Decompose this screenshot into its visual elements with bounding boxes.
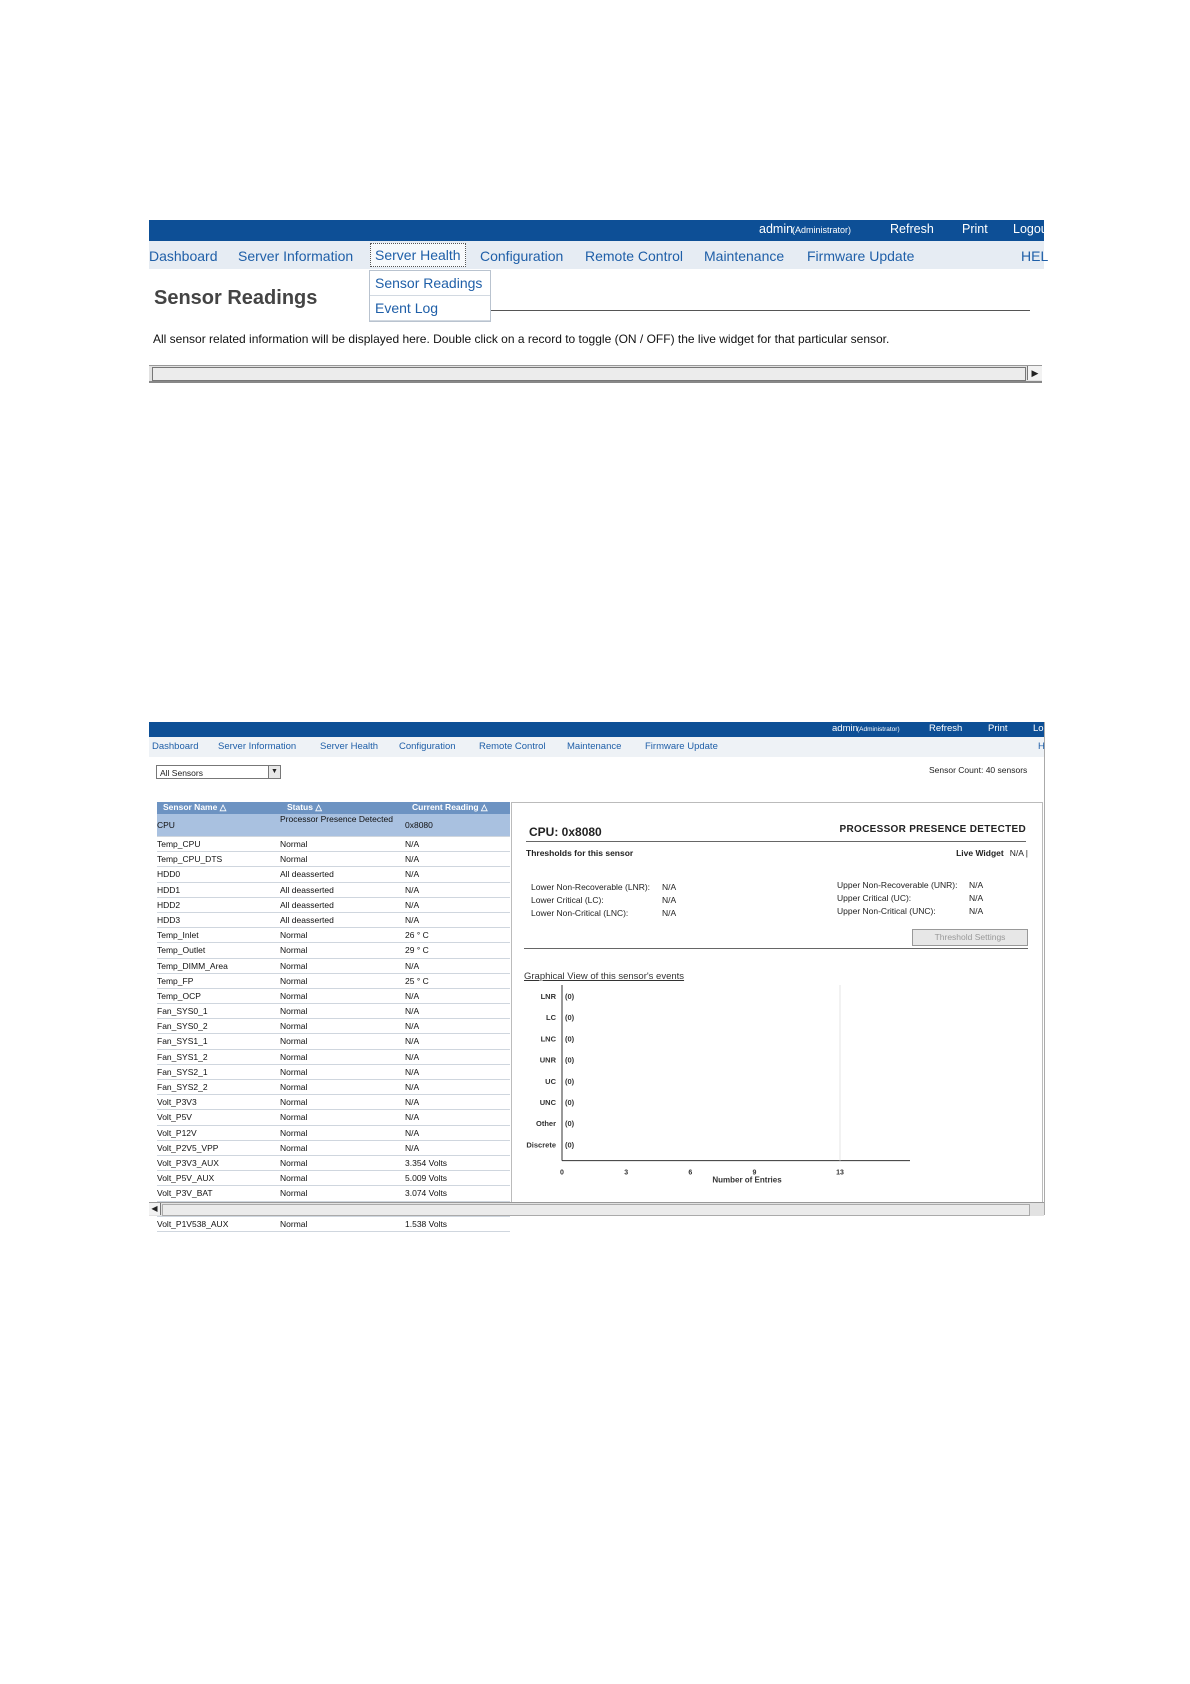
col-sensor-name-label: Sensor Name [163,802,218,812]
cell-sensor-name: Volt_P5V [157,1112,192,1123]
chart-value-label: (0) [565,992,575,1001]
user-role: (Administrator) [792,225,852,235]
cell-reading: N/A [405,1066,420,1077]
cell-status: Processor Presence Detected [280,814,393,824]
cell-sensor-name: Volt_P1V538_AUX [157,1218,229,1229]
cell-reading: N/A [405,960,420,971]
cell-reading: 3.354 Volts [405,1157,448,1168]
cell-sensor-name: HDD0 [157,869,181,880]
chart-x-axis-title: Number of Entries [712,1175,782,1185]
cell-reading: 5.009 Volts [405,1173,448,1184]
table-row[interactable] [157,867,510,882]
cell-status: Normal [280,1021,308,1032]
cell-status: Normal [280,1051,308,1062]
table-row[interactable] [157,1171,510,1186]
table-row[interactable] [157,1110,510,1125]
chart-category-label: Discrete [526,1140,556,1150]
cell-status: Normal [280,839,308,849]
cell-sensor-name: Fan_SYS2_1 [157,1066,208,1077]
chart-value-label: (0) [565,1055,575,1065]
chart-x-tick-label: 9 [752,1169,757,1177]
cell-reading: 26 ° C [405,930,429,941]
cell-sensor-name: Temp_CPU [157,839,201,849]
cell-status: Normal [280,1112,308,1123]
server-health-dropdown [369,270,491,322]
chart-value-label: (0) [565,1013,575,1023]
chart-x-tick-label: 0 [560,1169,564,1177]
chart-value-label: (0) [565,1034,575,1044]
table-row[interactable] [157,989,510,1004]
scrollbar-thumb[interactable] [152,367,1026,381]
chart-value-label: (0) [565,1098,575,1107]
cell-reading: 29 ° C [405,945,429,956]
chart-x-tick-label: 6 [688,1169,693,1177]
logout-link[interactable]: Logou [1013,222,1048,236]
sensor-detail-title: CPU: 0x8080 [529,825,602,839]
sensor-filter-select[interactable] [156,765,281,779]
sensor-filter-value: All Sensors [160,768,203,778]
nav-remote-control[interactable]: Remote Control [479,741,546,752]
cell-sensor-name: Volt_P3V_BAT [157,1188,213,1199]
lnc-label: Lower Non-Critical (LNC): [531,908,629,918]
scroll-left-arrow-icon[interactable]: ◀ [149,1203,161,1215]
nav-help[interactable]: HEL [1021,248,1049,264]
user-name: admin [759,222,794,236]
cell-status: Normal [280,1036,308,1047]
unr-value: N/A [969,880,984,890]
scroll-right-arrow-icon[interactable]: ▶ [1027,366,1042,380]
cell-sensor-name: Fan_SYS0_2 [157,1021,208,1032]
table-row[interactable] [157,1034,510,1049]
nav-dashboard[interactable]: Dashboard [152,741,199,752]
table-row[interactable] [157,959,510,974]
cell-sensor-name: Temp_DIMM_Area [157,960,228,971]
unc-value: N/A [969,906,984,916]
cell-reading: N/A [405,1097,420,1108]
print-link[interactable]: Print [988,723,1008,734]
cell-reading: N/A [405,1036,420,1047]
cell-sensor-name: HDD1 [157,884,181,895]
col-current-reading[interactable] [412,802,488,813]
refresh-link[interactable]: Refresh [890,222,934,236]
cell-status: Normal [280,1188,308,1199]
chart-x-tick-label: 13 [836,1169,844,1177]
table-row[interactable] [157,852,510,867]
chart-category-label: UNR [539,1055,556,1065]
sensor-table [157,802,510,1232]
chevron-down-icon[interactable]: ▼ [268,766,280,778]
table-row[interactable] [157,883,510,898]
cell-reading: 3.074 Volts [405,1188,448,1199]
cell-reading: 0x8080 [405,820,433,830]
detail-divider-2 [524,948,1028,949]
nav-help[interactable]: H [1038,741,1045,752]
unr-label: Upper Non-Recoverable (UNR): [837,880,958,890]
live-widget-label: Live Widget [956,848,1004,858]
unc-label: Upper Non-Critical (UNC): [837,906,936,916]
horizontal-scrollbar[interactable] [149,1202,1044,1216]
live-widget-value: N/A | [1009,848,1028,858]
uc-value: N/A [969,893,984,903]
sensor-state: PROCESSOR PRESENCE DETECTED [839,824,1026,835]
chart-value-label: (0) [565,1076,575,1086]
cell-reading: 25 ° C [405,975,429,986]
user-role: (Administrator) [857,726,900,733]
horizontal-scrollbar[interactable] [149,365,1042,383]
top-bar [149,722,1044,737]
chart-category-label: UC [545,1076,556,1086]
lnc-value: N/A [662,908,677,918]
table-row[interactable] [157,837,510,852]
chart-x-tick-label: 3 [624,1169,629,1177]
cell-status: All deasserted [280,869,334,880]
chart-category-label: LNR [540,992,556,1001]
table-row[interactable] [157,943,510,958]
col-status-label: Status [287,802,313,812]
col-sensor-name[interactable] [163,802,226,813]
table-row[interactable] [157,1156,510,1171]
cell-status: Normal [280,1157,308,1168]
table-row[interactable] [157,1004,510,1019]
sensor-detail-panel [511,802,1043,1204]
detail-divider [526,841,1026,842]
title-divider [489,310,1030,311]
chart-category-label: UNC [539,1098,556,1107]
nav-dashboard[interactable]: Dashboard [149,248,218,264]
table-row[interactable] [157,1095,510,1110]
cell-reading: N/A [405,899,420,910]
cell-sensor-name: Fan_SYS0_1 [157,1006,208,1017]
chart-category-label: LC [546,1013,556,1023]
nav-maintenance[interactable]: Maintenance [567,741,622,752]
cell-status: All deasserted [280,899,334,910]
table-row[interactable] [157,1186,510,1201]
page-title: Sensor Readings [154,287,318,309]
cell-sensor-name: Fan_SYS2_2 [157,1082,208,1092]
cell-status: Normal [280,975,308,986]
cell-status: All deasserted [280,914,334,925]
nav-firmware-update[interactable]: Firmware Update [645,741,718,752]
nav-firmware-update[interactable]: Firmware Update [807,248,915,264]
cell-sensor-name: Volt_P3V3_AUX [157,1157,219,1168]
cell-status: Normal [280,1097,308,1108]
lnr-value: N/A [662,882,677,892]
cell-reading: N/A [405,1082,420,1092]
cell-sensor-name: CPU [157,820,175,830]
cell-status: Normal [280,1142,308,1153]
graphical-view-link[interactable]: Graphical View of this sensor's events [524,971,685,982]
cell-sensor-name: HDD3 [157,914,181,925]
cell-sensor-name: Temp_FP [157,975,194,986]
menu-item-event-log[interactable]: Event Log [370,296,490,321]
cell-reading: 1.538 Volts [405,1218,448,1229]
lnr-label: Lower Non-Recoverable (LNR): [531,882,651,892]
cell-status: Normal [280,1006,308,1017]
cell-sensor-name: Fan_SYS1_2 [157,1051,208,1062]
cell-sensor-name: Volt_P2V5_VPP [157,1142,219,1153]
cell-sensor-name: Volt_P12V [157,1127,197,1138]
cell-reading: N/A [405,869,420,880]
chart-value-label: (0) [565,1119,575,1129]
table-header [157,802,510,814]
table-row-selected[interactable] [157,814,510,837]
nav-configuration[interactable]: Configuration [480,248,564,264]
sort-arrow-icon: △ [480,802,488,812]
table-body [157,837,510,1232]
lc-label: Lower Critical (LC): [531,895,604,905]
table-row[interactable] [157,913,510,928]
cell-reading: N/A [405,1112,420,1123]
cell-status: Normal [280,1173,308,1184]
print-link[interactable]: Print [962,222,988,236]
table-row[interactable] [157,898,510,913]
table-row[interactable] [157,928,510,943]
nav-maintenance[interactable]: Maintenance [704,248,785,264]
cell-reading: N/A [405,1006,420,1017]
cell-reading: N/A [405,990,420,1001]
nav-remote-control[interactable]: Remote Control [585,248,684,264]
logout-link[interactable]: Lo [1033,723,1044,734]
nav-server-information[interactable]: Server Information [238,248,354,264]
cell-reading: N/A [405,839,420,849]
table-row[interactable] [157,1019,510,1034]
chart-category-label: LNC [540,1034,556,1044]
main-nav [149,241,1049,269]
cell-sensor-name: Fan_SYS1_1 [157,1036,208,1047]
cell-sensor-name: HDD2 [157,899,181,910]
sensor-readings-detail-screenshot [149,722,1045,1229]
cell-status: Normal [280,1127,308,1138]
page-description: All sensor related information will be displayed here. Double click on a record to toggle (ON / OFF) the live widget for that particular sensor. [153,332,890,346]
cell-reading: N/A [405,914,420,925]
cell-sensor-name: Temp_OCP [157,990,201,1001]
cell-reading: N/A [405,1021,420,1032]
nav-server-health[interactable]: Server Health [370,243,466,267]
nav-server-health[interactable]: Server Health [320,741,379,752]
uc-label: Upper Critical (UC): [837,893,912,903]
table-row[interactable] [157,1065,510,1080]
cell-status: Normal [280,854,308,865]
sensor-count: Sensor Count: 40 sensors [929,765,1028,775]
cell-status: Normal [280,1218,308,1229]
cell-sensor-name: Temp_CPU_DTS [157,854,223,865]
sort-arrow-icon: △ [219,802,227,812]
sort-arrow-icon: △ [315,802,322,812]
chart-category-label: Other [535,1119,556,1129]
table-row[interactable] [157,1080,510,1095]
cell-reading: N/A [405,1051,420,1062]
cell-status: Normal [280,1082,308,1092]
top-bar [149,220,1048,241]
cell-reading: N/A [405,854,420,865]
refresh-link[interactable]: Refresh [929,723,963,734]
table-row[interactable] [157,1126,510,1141]
table-row[interactable] [157,974,510,989]
table-row[interactable] [157,1050,510,1065]
nav-server-information[interactable]: Server Information [218,741,297,752]
sensor-readings-menu-screenshot [149,220,1049,390]
cell-status: Normal [280,945,308,956]
main-nav [149,737,1044,757]
thresholds-title: Thresholds for this sensor [526,848,634,858]
table-row[interactable] [157,1141,510,1156]
cell-sensor-name: Volt_P3V3 [157,1097,197,1108]
user-name: admin [832,723,858,734]
live-widget[interactable] [956,848,1028,858]
scrollbar-thumb[interactable] [162,1204,1030,1216]
cell-status: All deasserted [280,884,334,895]
table-row[interactable] [157,1217,510,1232]
sensor-events-chart [512,983,1042,1203]
cell-sensor-name: Volt_P5V_AUX [157,1173,215,1184]
menu-item-sensor-readings[interactable]: Sensor Readings [370,271,490,296]
cell-status: Normal [280,990,308,1001]
cell-reading: N/A [405,1142,420,1153]
cell-sensor-name: Temp_Outlet [157,945,206,956]
threshold-settings-button[interactable]: Threshold Settings [912,929,1028,946]
cell-reading: N/A [405,1127,420,1138]
nav-configuration[interactable]: Configuration [399,741,456,752]
cell-status: Normal [280,930,308,941]
cell-sensor-name: Temp_Inlet [157,930,199,941]
cell-status: Normal [280,960,308,971]
lc-value: N/A [662,895,677,905]
col-current-reading-label: Current Reading [412,802,479,812]
cell-status: Normal [280,1066,308,1077]
chart-value-label: (0) [565,1140,575,1150]
col-status[interactable] [287,802,322,813]
cell-reading: N/A [405,884,420,895]
